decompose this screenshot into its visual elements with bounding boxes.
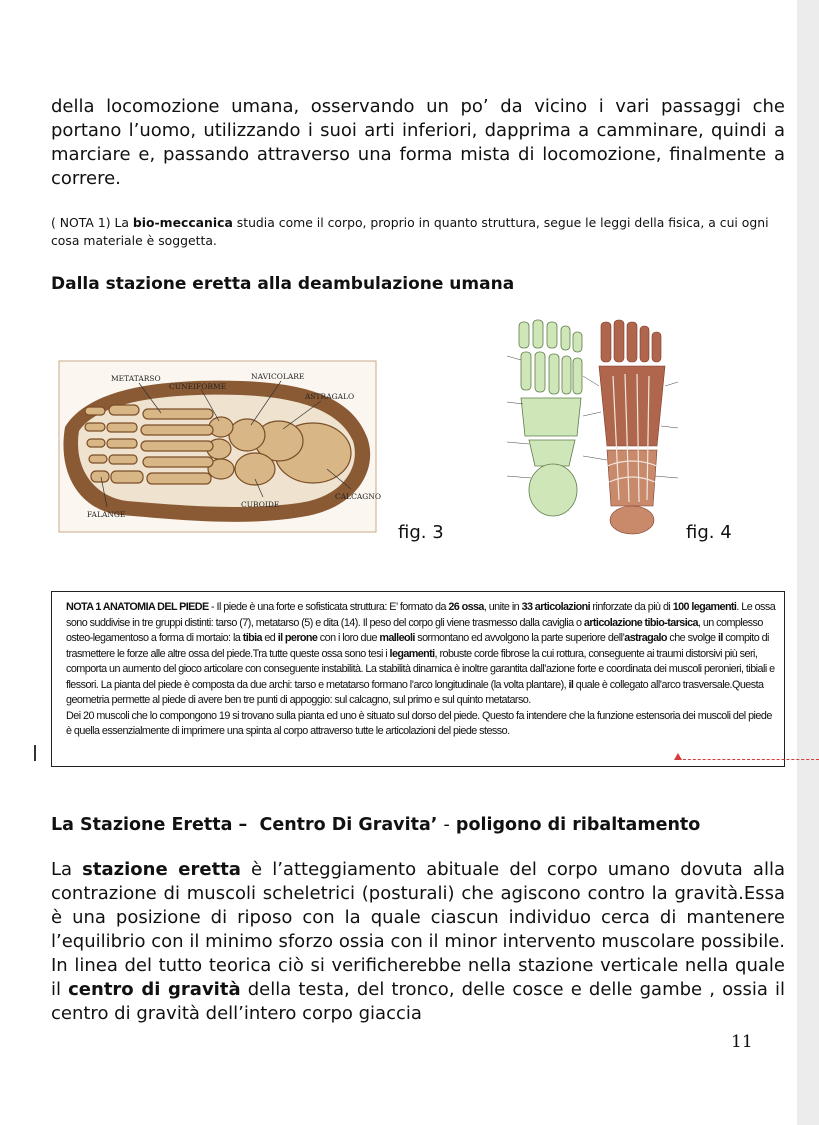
note-seg: sormontano ed avvolgono la parte superiore dell’ (414, 632, 625, 644)
note-bold: il (717, 632, 723, 644)
right-margin-strip (797, 0, 819, 1125)
note-seg: . Le ossa sono suddivise in tre gruppi distinti: tarso (7), metatarso (5) e dita (14). Il peso del corpo gli viene trasmesso dalla caviglia o (66, 601, 776, 629)
note-bold: articolazione tibio-tarsica (583, 616, 698, 629)
note-bold: legamenti (389, 647, 435, 660)
section-heading-stazione-eretta (51, 815, 700, 835)
note-seg: Dei 20 muscoli che lo compongono 19 si trovano sulla pianta ed uno è situato sul dorso del piede. Questo fa intendere che la funzione estensoria dei muscoli del piede è quella essenzialmente di imprimere una spinta al corpo attraverso tutte le articolazioni del piede stesso. (66, 709, 772, 737)
note-seg: con i loro due (317, 632, 380, 644)
body-bold: stazione eretta (82, 859, 241, 880)
note-seg: che svolge (666, 632, 718, 644)
figure-4-caption: fig. 4 (686, 522, 732, 543)
fig3-label-metatarso: METATARSO (111, 374, 161, 383)
body-seg: è l’atteggiamento abituale del corpo umano dovuta alla contrazione di muscoli scheletrici (posturali) che agiscono contro la gravità.Essa è una posizione di riposo con la quale ciascun individuo cerca di mantenere l’equilibrio con il minimo sforzo ossia con il minor intervento muscolare possibile. In linea del tutto teorica ciò si verificherebbe nella stazione verticale nella quale il (51, 859, 785, 1000)
fig3-label-calcagno: CALCAGNO (335, 492, 381, 501)
heading2-dash: - (443, 815, 450, 835)
annotation-dashed-line (678, 759, 819, 760)
fig3-label-cuboide: CUBOIDE (241, 500, 280, 509)
note-seg: , un complesso osteo-legamentoso a forma di mortaio: la (66, 616, 763, 644)
note1-term: bio-meccanica (132, 215, 233, 230)
note1-prefix: ( NOTA 1) La (51, 215, 133, 230)
note-bold: 33 articolazioni (521, 601, 590, 613)
body-seg: La (51, 859, 83, 880)
fig3-label-falange: FALANGE (87, 510, 126, 519)
note-bold: tibia (242, 632, 262, 644)
fig3-label-cuneiforme: CUNEIFORME (169, 382, 227, 391)
heading2-part2: poligono di ribaltamento (449, 815, 701, 835)
figure-3-foot-skeleton (51, 357, 384, 539)
body-paragraph-stazione-eretta (51, 858, 785, 1026)
note-bold: 26 ossa (448, 601, 484, 613)
note-seg: - Il piede è una forte e sofisticata struttura: E’ formato da (208, 601, 449, 613)
note-seg: quale è collegato all’arco trasversale.Questa geometria permette al piede di avere ben tre punti di appoggio: sul calcagno, sul primo e sul quinto metatarso. (66, 678, 764, 706)
body-bold: centro di gravità (68, 979, 241, 1000)
note-1-biomeccanica (51, 214, 785, 250)
anatomy-note-text (66, 600, 778, 740)
heading2-part1: La Stazione Eretta – Centro Di Gravita’ (51, 815, 444, 835)
note-title: NOTA 1 ANATOMIA DEL PIEDE (66, 601, 209, 613)
note-bold: 100 legamenti (672, 601, 737, 613)
page-number: 11 (731, 1032, 753, 1052)
note-bold: il (568, 678, 574, 691)
note-seg: compito di trasmettere le forze alle altre ossa del piede.Tra tutte queste ossa sono tesi i (66, 632, 769, 660)
section-heading-deambulazione: Dalla stazione eretta alla deambulazione umana (51, 274, 515, 294)
figure-3-caption: fig. 3 (398, 522, 444, 543)
fig3-label-astragalo: ASTRAGALO (305, 392, 355, 401)
note1-rest: studia come il corpo, proprio in quanto struttura, segue le leggi della fisica, a cui ogni cosa materiale è soggetta. (51, 215, 769, 248)
fig3-label-navicolare: NAVICOLARE (251, 372, 305, 381)
note-bold: astragalo (624, 632, 667, 644)
note-bold: malleoli (379, 632, 415, 644)
figure-4-foot-muscles (507, 316, 678, 538)
body-seg: della testa, del tronco, delle cosce e delle gambe , ossia il centro di gravità dell’intero corpo giaccia (51, 979, 785, 1024)
text-cursor-bar (34, 745, 36, 761)
intro-paragraph: della locomozione umana, osservando un po’ da vicino i vari passaggi che portano l’uomo, utilizzando i suoi arti inferiori, dapprima a camminare, quindi a marciare e, passando attraverso una forma mista di locomozione, finalmente a correre. (51, 96, 785, 189)
note-bold: il perone (277, 632, 318, 644)
note-seg: , unite in (483, 601, 522, 613)
anatomy-note-box (51, 591, 785, 767)
note-seg: , robuste corde fibrose la cui rottura, conseguente ai traumi distorsivi più seri, comporta un aumento del gioco articolare con conseguente instabilità. La stabilità dinamica è inoltre garantita dall’azione forte e coordinata dei muscoli peronieri, tibiali e flessori. La pianta del piede è composta da due archi: tarso e metatarso formano l’arco longitudinale (la volta plantare), (66, 647, 775, 691)
note-seg: rinforzate da più di (589, 601, 673, 613)
note-seg: ed (261, 632, 278, 644)
